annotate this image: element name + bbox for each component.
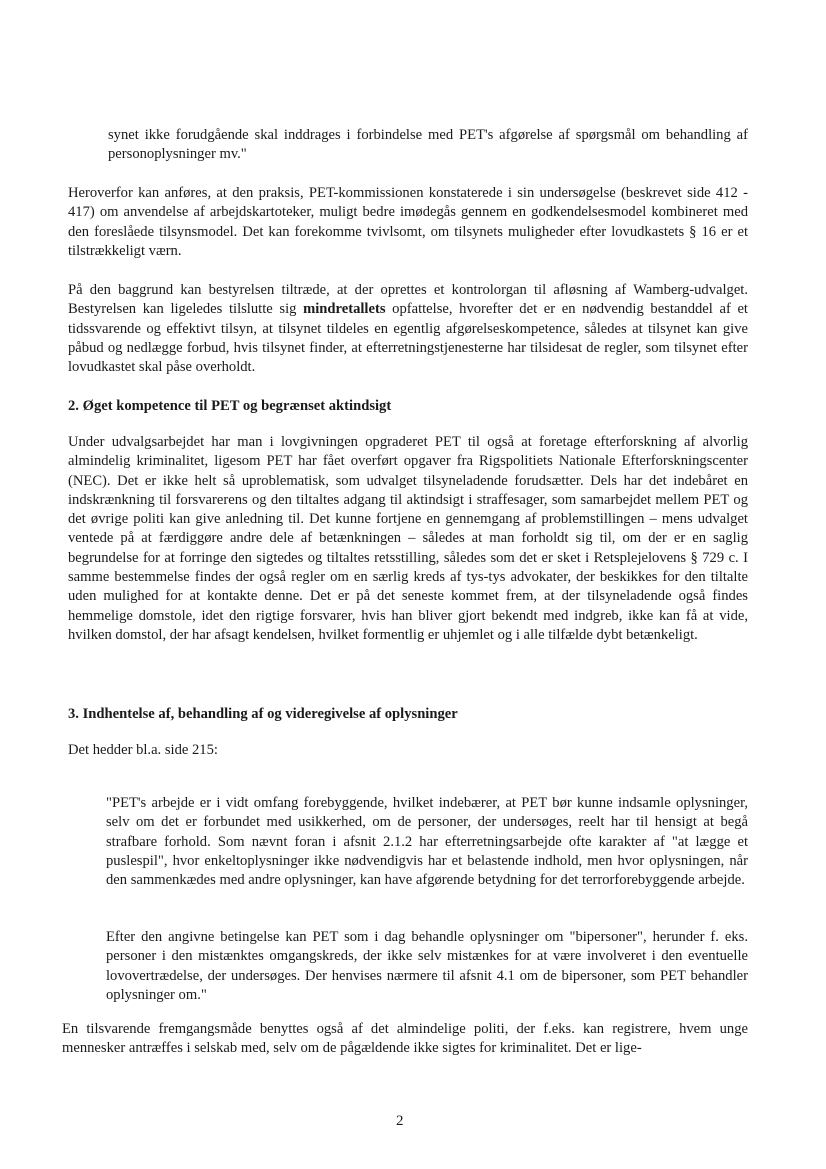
baggrund-text-2: opfattelse, hvorefter det er en nødvendig bestanddel af et tidssvarende og effektivt tilsyn, at tilsynet tildeles en egentlig afgørelseskompetence, således at tilsynet kan give påbud og nedlægge forbud, hvis tilsynet finder, at efterretningstjenesterne har tilsidesat de regler, som tilsynet efter lovudkastet skal påse overholdt. [68, 301, 748, 376]
block-quote-2: Efter den angivne betingelse kan PET som i dag behandle oplysninger om "bipersoner", herunder f. eks. personer i den mistænktes omgangskreds, der ikke selv mistænkes for at være involveret i den eventuelle lovovertrædelse, der undersøges. Der henvises nærmere til afsnit 4.1 om de bipersoner, som PET behandler oplysninger om." [106, 929, 748, 1003]
quote-continuation: synet ikke forudgående skal inddrages i forbindelse med PET's afgørelse af spørgsmål om behandling af personoplysninger mv." [108, 127, 748, 163]
paragraph-udvalgsarbejdet: Under udvalgsarbejdet har man i lovgivningen opgraderet PET til også at foretage efterforskning af alvorlig almindelig kriminalitet, ligesom PET har fået overført opgaver fra Rigspolitiets Nationale Efterforskningscenter (NEC). Det er ikke helt så uproblematisk, som udvalget tilsyneladende forudsætter. Dels har det indebåret en indskrænkning til forsvarerens og den tiltaltes adgang til aktindsigt i straffesager, som samarbejdet mellem PET og det øvrige politi kan give anledning til. Det kunne fortjene en gennemgang af problemstillingen – mens udvalget ventede på at færdiggøre andre dele af betænkningen – således at man forholdt sig til, om der er en saglig begrundelse for at forringe den sigtedes og tiltaltes retsstilling, således som det er sket i Retsplejelovens § 729 c. I samme bestemmelse findes der også regler om en særlig kreds af tys-tys advokater, der beskikkes for den tiltalte uden mulighed for at kontakte denne. Det er på det seneste kommet frem, at der tilsyneladende også findes hemmelige domstole, idet den rigtige forsvarer, hvis han bliver gjort bekendt med indgreb, ikke kan få at vide, hvilken domstol, der har afsagt kendelsen, hvilket formentlig er uhjemlet og i alle tilfælde dybt betænkeligt. [68, 434, 748, 643]
block-quote-1: "PET's arbejde er i vidt omfang forebyggende, hvilket indebærer, at PET bør kunne indsamle oplysninger, selv om det er forbundet med usikkerhed, om de personer, der undersøges, reelt har til hensigt at begå strafbare forhold. Som nævnt foran i afsnit 2.1.2 har efterretningsarbejde ofte karakter af "at lægge et puslespil", hvor enkeltoplysninger ikke nødvendigvis har et belastende indhold, men hvor oplysningen, når den sammenkædes med andre oplysninger, kan have afgørende betydning for det terrorforebyggende arbejde. [106, 795, 748, 889]
paragraph-heroverfor: Heroverfor kan anføres, at den praksis, PET-kommissionen konstaterede i sin undersøgelse (beskrevet side 412 - 417) om anvendelse af arbejdskartoteker, muligt bedre imødegås gennem en godkendelsesmodel kombineret med den foreslåede tilsynsmodel. Det kan forekomme tvivlsomt, om tilsynets muligheder efter lovudkastets § 16 er et tilstrækkeligt værn. [68, 185, 748, 259]
paragraph-baggrund [68, 281, 748, 377]
paragraph-hedder: Det hedder bl.a. side 215: [68, 742, 218, 758]
page-number: 2 [396, 1113, 404, 1129]
baggrund-text-1: På den baggrund kan bestyrelsen tiltræde, at der oprettes et kontrolorgan til afløsning af Wamberg-udvalget. Bestyrelsen kan ligeledes tilslutte sig [68, 282, 748, 318]
baggrund-bold-word: mindretallets [303, 301, 386, 318]
section-heading-2: 2. Øget kompetence til PET og begrænset aktindsigt [68, 398, 392, 414]
section-heading-3: 3. Indhentelse af, behandling af og videregivelse af oplysninger [68, 706, 458, 722]
paragraph-tilsvarende: En tilsvarende fremgangsmåde benyttes også af det almindelige politi, der f.eks. kan registrere, hvem unge mennesker antræffes i selskab med, selv om de pågældende ikke sigtes for kriminalitet. Det er lige- [62, 1021, 748, 1057]
